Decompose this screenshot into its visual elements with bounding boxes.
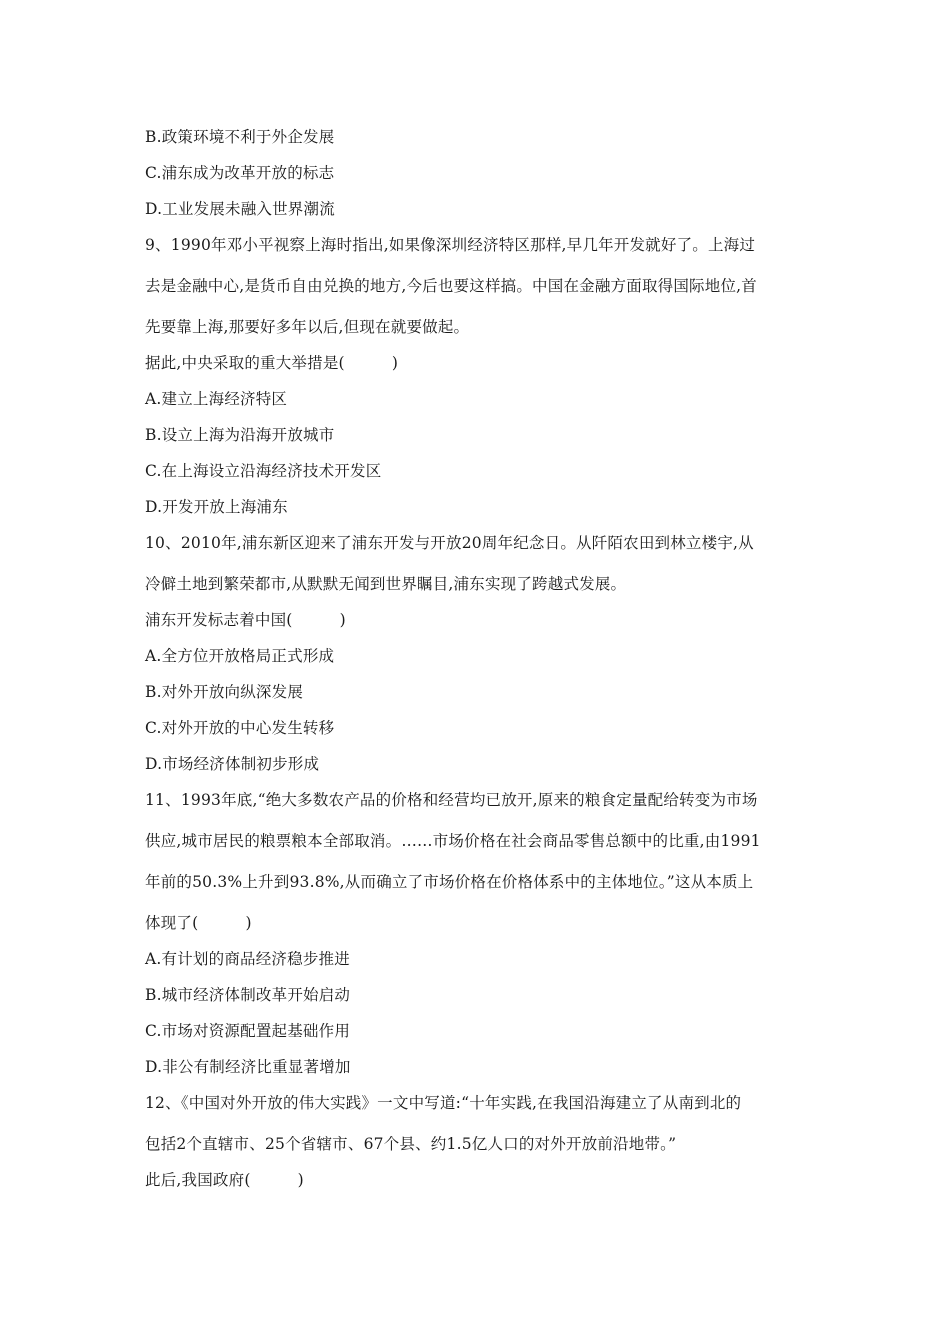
q9-stem-line-3: 先要靠上海,那要好多年以后,但现在就要做起。 <box>145 318 470 336</box>
q11-option-c: C.市场对资源配置起基础作用 <box>145 1022 351 1040</box>
q11-option-d: D.非公有制经济比重显著增加 <box>145 1058 351 1076</box>
q12-stem-line-1: 12、《中国对外开放的伟大实践》一文中写道:“十年实践,在我国沿海建立了从南到北的 <box>145 1094 742 1112</box>
q10-option-c: C.对外开放的中心发生转移 <box>145 719 335 737</box>
q12-question: 此后,我国政府( ) <box>145 1171 304 1189</box>
q10-stem-line-2: 冷僻土地到繁荣都市,从默默无闻到世界瞩目,浦东实现了跨越式发展。 <box>145 575 627 593</box>
q9-option-b: B.设立上海为沿海开放城市 <box>145 426 335 444</box>
q8-option-b: B.政策环境不利于外企发展 <box>145 128 335 146</box>
q11-option-a: A.有计划的商品经济稳步推进 <box>145 950 350 968</box>
q10-option-b: B.对外开放向纵深发展 <box>145 683 304 701</box>
q9-option-a: A.建立上海经济特区 <box>145 390 288 408</box>
q10-question: 浦东开发标志着中国( ) <box>145 611 346 629</box>
q8-option-d: D.工业发展未融入世界潮流 <box>145 200 335 218</box>
q9-question: 据此,中央采取的重大举措是( ) <box>145 354 399 372</box>
q9-stem-line-1: 9、1990年邓小平视察上海时指出,如果像深圳经济特区那样,早几年开发就好了。上海过 <box>145 236 756 254</box>
q11-stem-line-3: 年前的50.3%上升到93.8%,从而确立了市场价格在价格体系中的主体地位。”这从本质上 <box>145 873 754 891</box>
q9-option-d: D.开发开放上海浦东 <box>145 498 288 516</box>
q11-stem-line-2: 供应,城市居民的粮票粮本全部取消。……市场价格在社会商品零售总额中的比重,由1991 <box>145 832 761 850</box>
q10-option-a: A.全方位开放格局正式形成 <box>145 647 335 665</box>
q11-stem-line-1: 11、1993年底,“绝大多数农产品的价格和经营均已放开,原来的粮食定量配给转变为市场 <box>145 791 758 809</box>
q9-stem-line-2: 去是金融中心,是货币自由兑换的地方,今后也要这样搞。中国在金融方面取得国际地位,首 <box>145 277 757 295</box>
q10-option-d: D.市场经济体制初步形成 <box>145 755 320 773</box>
q8-option-c: C.浦东成为改革开放的标志 <box>145 164 335 182</box>
q9-option-c: C.在上海设立沿海经济技术开发区 <box>145 462 382 480</box>
q11-question: 体现了( ) <box>145 914 252 932</box>
q11-option-b: B.城市经济体制改革开始启动 <box>145 986 351 1004</box>
q12-stem-line-2: 包括2个直辖市、25个省辖市、67个县、约1.5亿人口的对外开放前沿地带。” <box>145 1135 677 1153</box>
q10-stem-line-1: 10、2010年,浦东新区迎来了浦东开发与开放20周年纪念日。从阡陌农田到林立楼宇,从 <box>145 534 754 552</box>
